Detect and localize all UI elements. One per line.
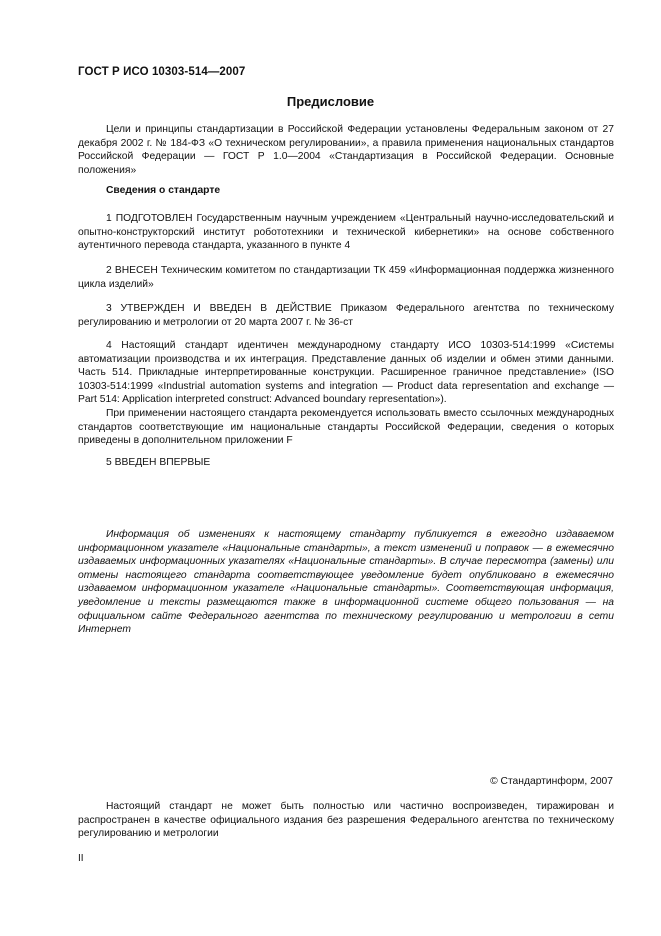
item-2-block <box>78 264 614 291</box>
intro-block <box>78 123 614 177</box>
item-4-note-paragraph: При применении настоящего стандарта рекомендуется использовать вместо ссылочных международных стандартов соответствующие им национальные стандарты Российской Федерации, сведения о которых приведены в дополнительном приложении F <box>78 407 614 447</box>
item-1-paragraph: 1 ПОДГОТОВЛЕН Государственным научным учреждением «Центральный научно-исследовательский и опытно-конструкторский институт робототехники и технической кибернетики» на основе собственного аутентичного перевода стандарта, указанного в пункте 4 <box>78 213 614 252</box>
notice-block <box>78 528 614 637</box>
standard-code-header: ГОСТ Р ИСО 10303-514—2007 <box>78 66 246 78</box>
reproduction-block <box>78 800 614 841</box>
page-number: II <box>78 853 84 864</box>
item-3-paragraph: 3 УТВЕРЖДЕН И ВВЕДЕН В ДЕЙСТВИЕ Приказом Федерального агентства по техническому регулированию и метрологии от 20 марта 2007 г. № 36-ст <box>78 303 614 328</box>
reproduction-paragraph: Настоящий стандарт не может быть полностью или частично воспроизведен, тиражирован и распространен в качестве официального издания без разрешения Федерального агентства по техническому регулированию и метрологии <box>78 801 614 840</box>
section-subheading: Сведения о стандарте <box>106 185 221 196</box>
intro-paragraph: Цели и принципы стандартизации в Российской Федерации установлены Федеральным законом от 27 декабря 2002 г. № 184-ФЗ «О техническом регулировании», а правила применения национальных стандартов Российской Федерации — ГОСТ Р 1.0—2004 «Стандартизация в Российской Федерации. Основные положения» <box>78 124 614 176</box>
item-5-paragraph: 5 ВВЕДЕН ВПЕРВЫЕ <box>106 457 211 468</box>
notice-paragraph: Информация об изменениях к настоящему стандарту публикуется в ежегодно издаваемом информационном указателе «Национальные стандарты», а текст изменений и поправок — в ежемесячно издаваемых информационных указателях «Национальные стандарты». В случае пересмотра (замены) или отмены настоящего стандарта соответствующее уведомление будет опубликовано в ежемесячно издаваемом информационном указателе «Национальные стандарты». Соответствующая информация, уведомление и тексты размещаются также в информационной системе общего пользования — на официальном сайте Федерального агентства по техническому регулированию и метрологии в сети Интернет <box>78 529 614 636</box>
subheading-block <box>78 184 614 198</box>
item-4-block <box>78 339 614 448</box>
item-1-block <box>78 212 614 253</box>
item-3-block <box>78 302 614 329</box>
item-4-paragraph: 4 Настоящий стандарт идентичен международному стандарту ИСО 10303-514:1999 «Системы автоматизации производства и их интеграция. Представление данных об изделии и обмен этими данными. Часть 514. Прикладные интерпретированные конструкции. Расширенное граничное представление» (ISO 10303-514:1999 «Industrial automation systems and integration — Product data representation and exchange — Part 514: Application interpreted construct: Advanced boundary representation»). <box>78 340 614 406</box>
item-5-block <box>78 456 614 470</box>
copyright-notice: © Стандартинформ, 2007 <box>490 776 613 787</box>
item-2-paragraph: 2 ВНЕСЕН Техническим комитетом по стандартизации ТК 459 «Информационная поддержка жизненного цикла изделий» <box>78 265 614 290</box>
page-title: Предисловие <box>286 94 375 109</box>
